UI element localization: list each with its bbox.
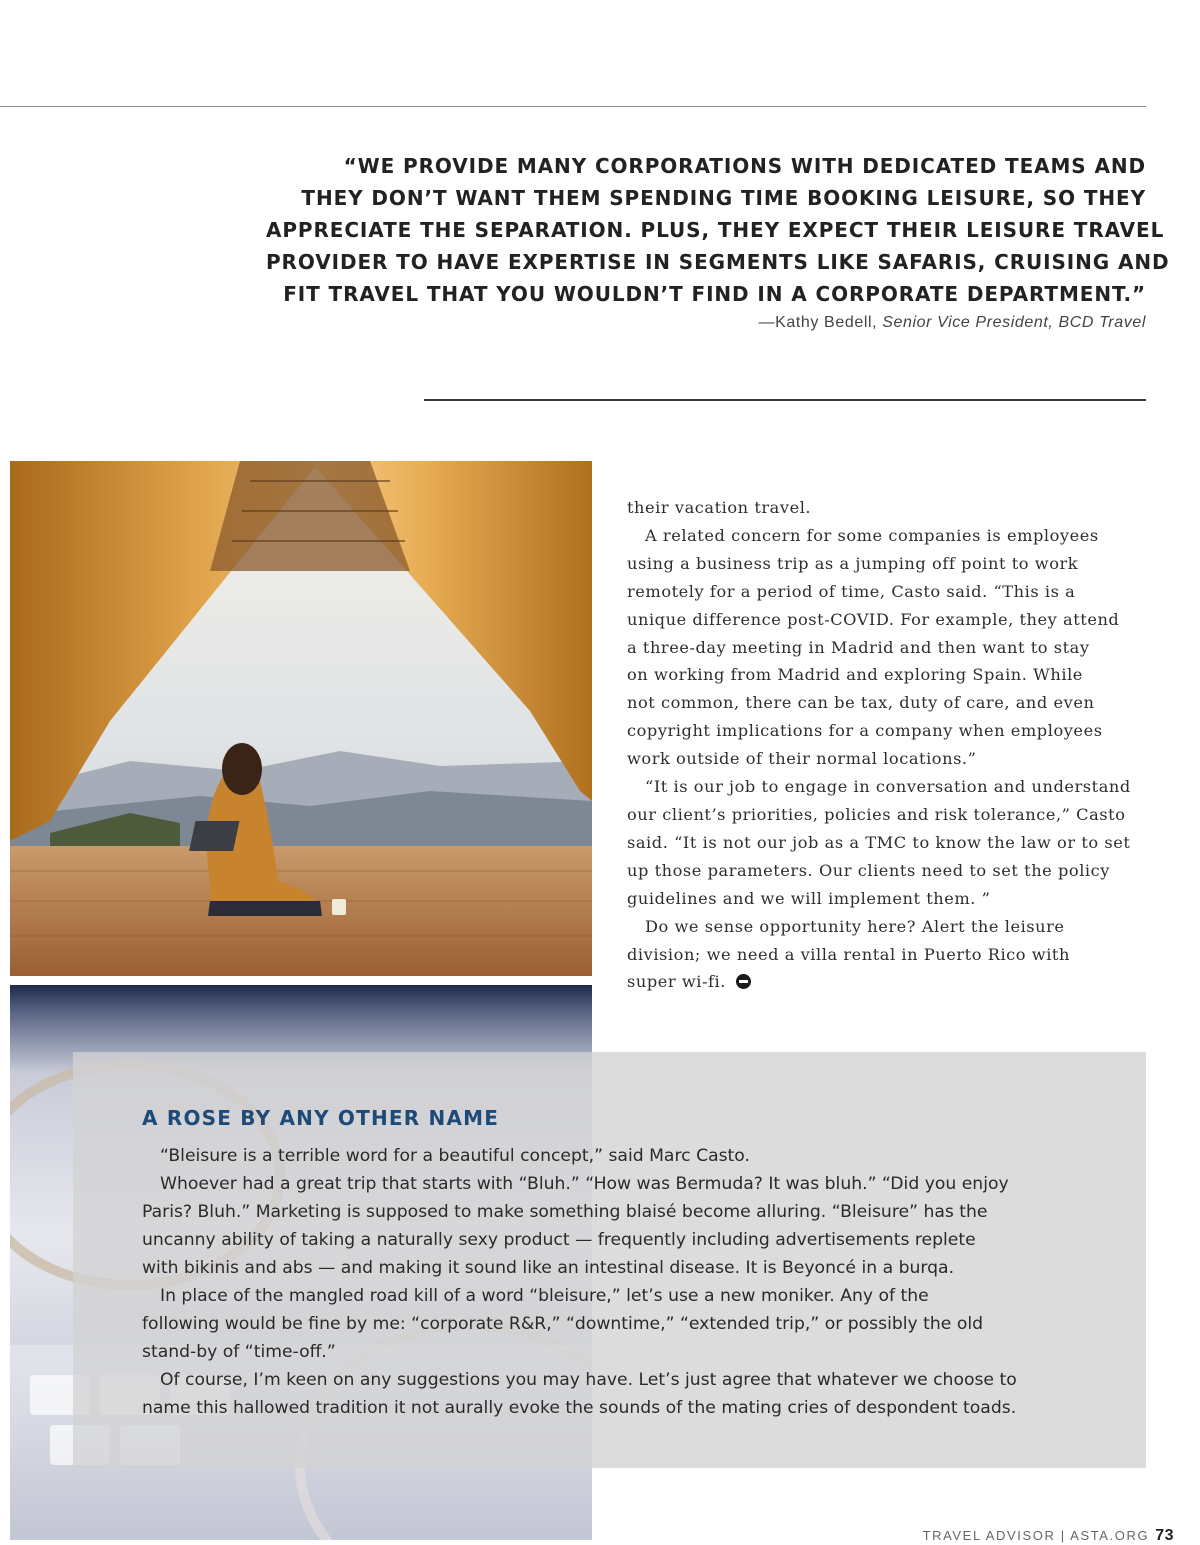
sidebar-line: In place of the mangled road kill of a word “bleisure,” let’s use a new moniker. Any of the bbox=[160, 1286, 929, 1306]
pull-quote-line: THEY DON’T WANT THEM SPENDING TIME BOOKING LEISURE, SO THEY bbox=[301, 186, 1146, 210]
sidebar-line: with bikinis and abs — and making it sound like an intestinal disease. It is Beyoncé in a burqa. bbox=[142, 1258, 955, 1278]
sidebar-line: uncanny ability of taking a naturally sexy product — frequently including advertisements replete bbox=[142, 1230, 976, 1250]
attribution-title: Senior Vice President, BCD Travel bbox=[882, 314, 1146, 331]
body-line-text: super wi-fi. bbox=[627, 972, 726, 992]
body-line: work outside of their normal locations.” bbox=[627, 749, 977, 769]
pull-quote-line: PROVIDER TO HAVE EXPERTISE IN SEGMENTS LIKE SAFARIS, CRUISING AND bbox=[266, 250, 1170, 274]
body-line: guidelines and we will implement them. ” bbox=[627, 888, 991, 908]
sidebar-heading: A ROSE BY ANY OTHER NAME bbox=[142, 1106, 500, 1130]
top-divider bbox=[0, 106, 1146, 107]
sidebar-body bbox=[142, 1142, 1132, 1422]
article-body bbox=[627, 494, 1155, 996]
body-line: remotely for a period of time, Casto said. “This is a bbox=[627, 581, 1076, 601]
body-line: Do we sense opportunity here? Alert the leisure bbox=[645, 916, 1065, 936]
pull-quote-line: APPRECIATE THE SEPARATION. PLUS, THEY EXPECT THEIR LEISURE TRAVEL bbox=[266, 218, 1165, 242]
body-line: division; we need a villa rental in Puerto Rico with bbox=[627, 944, 1070, 964]
sidebar-line: Whoever had a great trip that starts with “Bluh.” “How was Bermuda? It was bluh.” “Did you enjoy bbox=[160, 1174, 1009, 1194]
sidebar-line: name this hallowed tradition it not aurally evoke the sounds of the mating cries of despondent toads. bbox=[142, 1398, 1017, 1418]
body-line: unique difference post-COVID. For example, they attend bbox=[627, 609, 1120, 629]
sidebar-line: following would be fine by me: “corporate R&R,” “downtime,” “extended trip,” or possibly the old bbox=[142, 1314, 984, 1334]
quote-attribution bbox=[266, 314, 1146, 332]
pull-quote bbox=[266, 150, 1170, 332]
pull-quote-line: FIT TRAVEL THAT YOU WOULDN’T FIND IN A CORPORATE DEPARTMENT.” bbox=[283, 282, 1146, 306]
sidebar-box bbox=[73, 1052, 1146, 1468]
body-line: A related concern for some companies is employees bbox=[645, 525, 1099, 545]
body-line: on working from Madrid and exploring Spain. While bbox=[627, 665, 1083, 685]
tent-scene-illustration bbox=[10, 461, 592, 976]
body-line: “It is our job to engage in conversation and understand bbox=[645, 777, 1131, 797]
tent-photo bbox=[10, 461, 592, 976]
publication-name: TRAVEL ADVISOR | ASTA.ORG bbox=[922, 1528, 1150, 1543]
body-line: up those parameters. Our clients need to set the policy bbox=[627, 860, 1110, 880]
body-line-last bbox=[627, 968, 1155, 996]
body-line: their vacation travel. bbox=[627, 498, 812, 517]
pull-quote-line: “WE PROVIDE MANY CORPORATIONS WITH DEDICATED TEAMS AND bbox=[343, 154, 1146, 178]
section-divider bbox=[424, 399, 1146, 401]
sidebar-line: stand-by of “time-off.” bbox=[142, 1342, 336, 1362]
body-line: said. “It is not our job as a TMC to know the law or to set bbox=[627, 832, 1131, 852]
attribution-name: —Kathy Bedell, bbox=[758, 314, 883, 331]
body-line: not common, there can be tax, duty of care, and even bbox=[627, 693, 1095, 713]
sidebar-line: “Bleisure is a terrible word for a beautiful concept,” said Marc Casto. bbox=[160, 1146, 750, 1166]
article-end-icon bbox=[736, 974, 751, 989]
page-footer bbox=[923, 1527, 1174, 1545]
sidebar-line: Of course, I’m keen on any suggestions you may have. Let’s just agree that whatever we choose to bbox=[160, 1370, 1017, 1390]
sidebar-line: Paris? Bluh.” Marketing is supposed to make something blaisé become alluring. “Bleisure” has the bbox=[142, 1202, 988, 1222]
body-line: our client’s priorities, policies and risk tolerance,” Casto bbox=[627, 804, 1126, 824]
page-number: 73 bbox=[1155, 1527, 1174, 1544]
body-line: using a business trip as a jumping off point to work bbox=[627, 553, 1079, 573]
body-line: a three-day meeting in Madrid and then want to stay bbox=[627, 637, 1090, 657]
body-line: copyright implications for a company when employees bbox=[627, 721, 1103, 741]
